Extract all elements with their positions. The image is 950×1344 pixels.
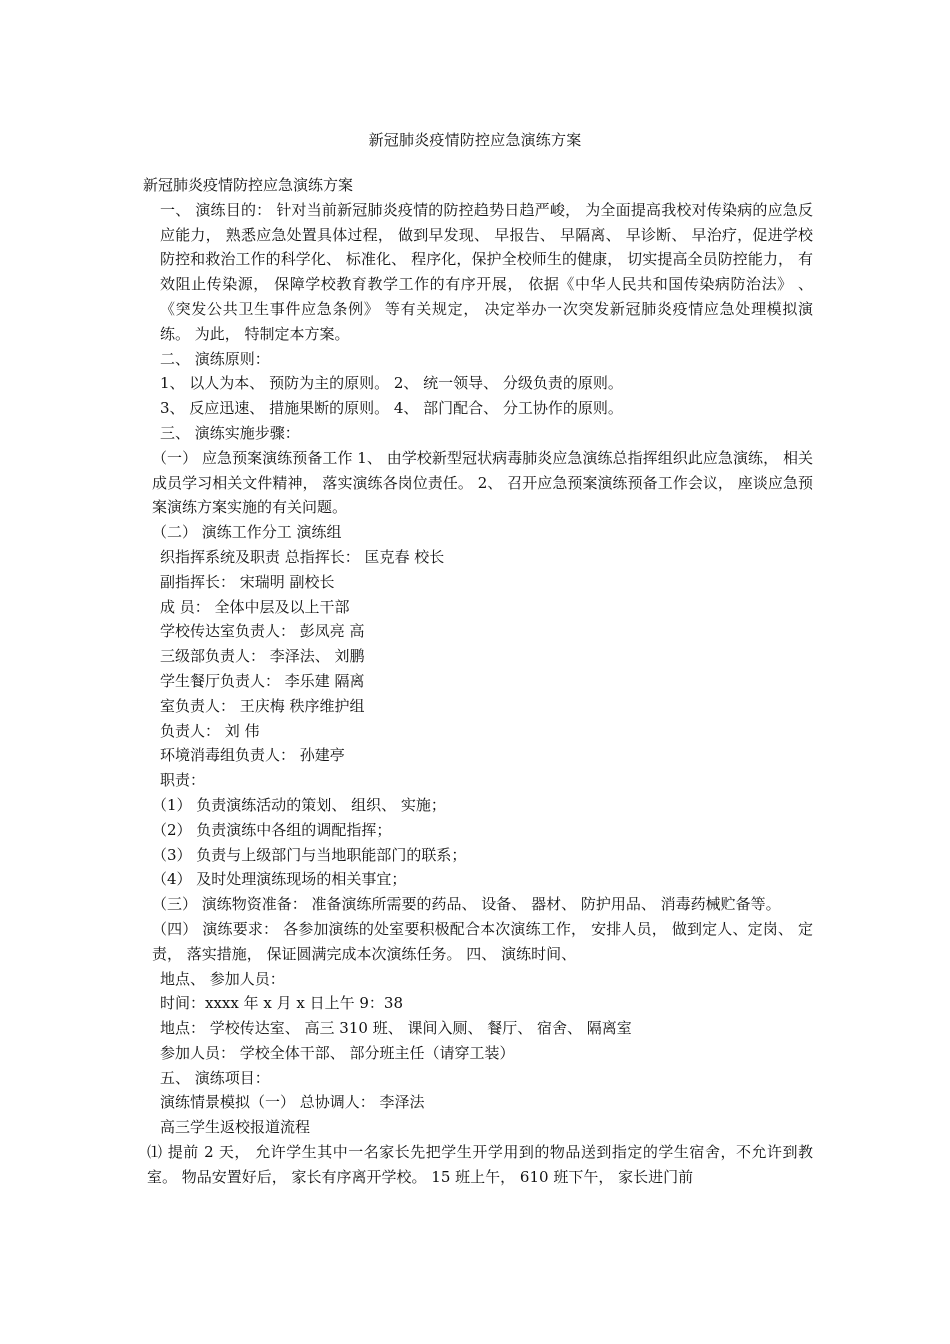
list-item: 副指挥长： 宋瑞明 副校长 — [160, 572, 335, 591]
list-item: 地点： 学校传达室、 高三 310 班、 课间入厕、 餐厅、 宿舍、 隔离室 — [160, 1019, 632, 1038]
section-heading-items: 五、 演练项目： — [160, 1068, 270, 1087]
list-item: 负责人： 刘 伟 — [160, 721, 260, 740]
list-item: 成 员： 全体中层及以上干部 — [160, 597, 350, 616]
section-heading-steps: 三、 演练实施步骤： — [160, 423, 300, 442]
paragraph-requirements: （四） 演练要求： 各参加演练的处室要积极配合本次演练工作， 安排人员， 做到定人、定岗、 定责， 落实措施， 保证圆满完成本次演练任务。 四、 演练时间、 — [152, 919, 813, 963]
duty-item: （3） 负责与上级部门与当地职能部门的联系； — [152, 845, 467, 864]
subheading-division: （二） 演练工作分工 演练组 — [152, 523, 342, 542]
principle-line: 3、 反应迅速、 措施果断的原则。 4、 部门配合、 分工协作的原则。 — [160, 399, 623, 418]
list-item: 环境消毒组负责人： 孙建亭 — [160, 746, 345, 765]
list-item: 演练情景模拟（一） 总协调人： 李泽法 — [160, 1093, 425, 1112]
principle-line: 1、 以人为本、 预防为主的原则。 2、 统一领导、 分级负责的原则。 — [160, 374, 623, 393]
list-item: 学生餐厅负责人： 李乐建 隔离 — [160, 671, 365, 690]
list-item: 三级部负责人： 李泽法、 刘鹏 — [160, 647, 365, 666]
paragraph-procedure: ⑴ 提前 2 天， 允许学生其中一名家长先把学生开学用到的物品送到指定的学生宿舍，不允许到教室。 物品安置好后， 家长有序离开学校。 15 班上午， 610 班下午， 家长进门前 — [147, 1143, 813, 1186]
paragraph-preparation: （一） 应急预案演练预备工作 1、 由学校新型冠状病毒肺炎应急演练总指挥组织此应急演练， 相关成员学习相关文件精神， 落实演练各岗位责任。 2、 召开应急预案演练预备工作会议， 座谈应急预案演练方案实施的有关问题。 — [152, 448, 813, 517]
list-item: 地点、 参加人员： — [160, 969, 285, 988]
list-item: 参加人员： 学校全体干部、 部分班主任（请穿工装） — [160, 1043, 515, 1062]
list-item: 织指挥系统及职责 总指挥长： 匡克春 校长 — [160, 547, 445, 566]
document-title: 新冠肺炎疫情防控应急演练方案 — [368, 131, 582, 149]
list-item: 学校传达室负责人： 彭凤亮 高 — [160, 622, 365, 641]
list-item: 职责： — [160, 771, 206, 790]
paragraph-materials: （三） 演练物资准备： 准备演练所需要的药品、 设备、 器材、 防护用品、 消毒药械贮备等。 — [152, 895, 781, 914]
paragraph-purpose: 一、 演练目的： 针对当前新冠肺炎疫情的防控趋势日趋严峻， 为全面提高我校对传染病的应急反应能力， 熟悉应急处置具体过程， 做到早发现、 早报告、 早隔离、 早诊断、 早治疗，促进学校防控和救治工作的科学化、 标准化、 程序化，保护全校师生的健康， 切实提高全员防控能力， 有效阻止传染源， 保障学校教育教学工作的有序开展， 依据《中华人民共和国传染病防治法》 、 《突发公共卫生事件应急条例》 等有关规定， 决定举办一次突发新冠肺炎疫情应急处理模拟演练。 为此， 特制定本方案。 — [160, 200, 813, 343]
document-body — [143, 173, 813, 1190]
body-heading: 新冠肺炎疫情防控应急演练方案 — [143, 176, 354, 194]
duty-item: （1） 负责演练活动的策划、 组织、 实施； — [152, 795, 446, 814]
duty-item: （2） 负责演练中各组的调配指挥； — [152, 820, 392, 839]
duty-item: （4） 及时处理演练现场的相关事宜； — [152, 870, 407, 889]
list-item: 时间：xxxx 年 x 月 x 日上午 9：38 — [160, 994, 403, 1013]
section-heading-principles: 二、 演练原则： — [160, 349, 270, 368]
list-item: 室负责人： 王庆梅 秩序维护组 — [160, 696, 365, 715]
list-item: 高三学生返校报道流程 — [160, 1118, 311, 1137]
